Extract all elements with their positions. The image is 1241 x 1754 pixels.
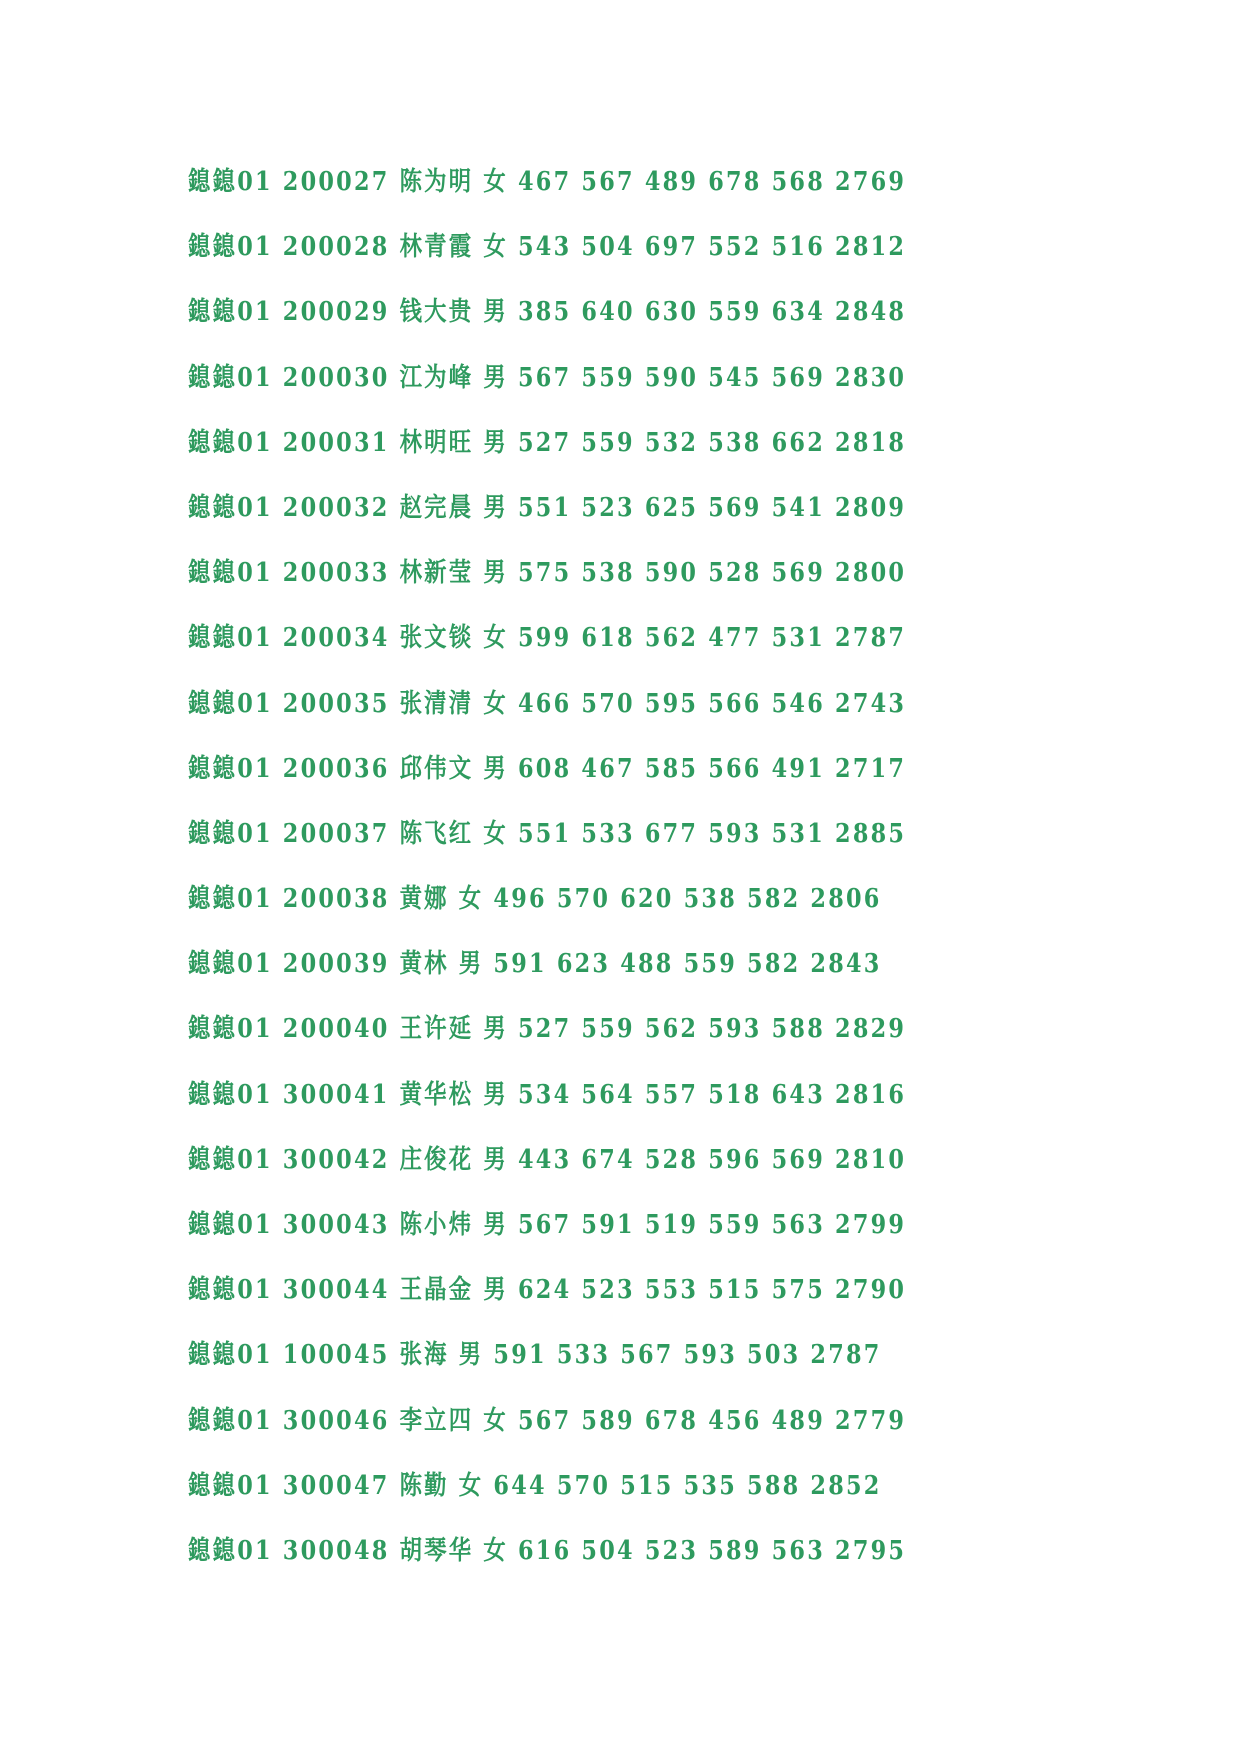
record-list bbox=[188, 164, 1023, 1598]
record-line: 鎴鎴01 200031 林明旺 男 527 559 532 538 662 2818 bbox=[188, 427, 907, 458]
record-line: 鎴鎴01 300043 陈小炜 男 567 591 519 559 563 2799 bbox=[188, 1210, 907, 1240]
record-line: 鎴鎴01 300042 庄俊花 男 443 674 528 596 569 2810 bbox=[188, 1144, 907, 1175]
record-line: 鎴鎴01 200035 张清清 女 466 570 595 566 546 2743 bbox=[188, 688, 907, 719]
record-line: 鎴鎴01 100045 张海 男 591 533 567 593 503 2787 bbox=[188, 1340, 882, 1371]
record-line: 鎴鎴01 200029 钱大贵 男 385 640 630 559 634 2848 bbox=[188, 297, 907, 328]
record-line: 鎴鎴01 300048 胡琴华 女 616 504 523 589 563 2795 bbox=[188, 1535, 907, 1566]
record-line: 鎴鎴01 300044 王晶金 男 624 523 553 515 575 2790 bbox=[188, 1275, 907, 1306]
record-line: 鎴鎴01 200032 赵完晨 男 551 523 625 569 541 2809 bbox=[188, 492, 907, 523]
record-line: 鎴鎴01 200033 林新莹 男 575 538 590 528 569 2800 bbox=[188, 558, 907, 589]
record-line: 鎴鎴01 200038 黄娜 女 496 570 620 538 582 2806 bbox=[188, 884, 882, 915]
record-line: 鎴鎴01 300047 陈勤 女 644 570 515 535 588 2852 bbox=[188, 1470, 882, 1501]
record-line: 鎴鎴01 200034 张文锬 女 599 618 562 477 531 2787 bbox=[188, 623, 907, 654]
record-line: 鎴鎴01 200039 黄林 男 591 623 488 559 582 2843 bbox=[188, 949, 882, 980]
record-line: 鎴鎴01 200037 陈飞红 女 551 533 677 593 531 2885 bbox=[188, 818, 907, 849]
record-line: 鎴鎴01 200030 江为峰 男 567 559 590 545 569 2830 bbox=[188, 362, 907, 393]
record-line: 鎴鎴01 200040 王许延 男 527 559 562 593 588 2829 bbox=[188, 1014, 907, 1045]
record-line: 鎴鎴01 200027 陈为明 女 467 567 489 678 568 2769 bbox=[188, 167, 907, 197]
record-line: 鎴鎴01 300041 黄华松 男 534 564 557 518 643 2816 bbox=[188, 1079, 907, 1110]
record-line: 鎴鎴01 200036 邱伟文 男 608 467 585 566 491 2717 bbox=[188, 753, 907, 784]
record-line: 鎴鎴01 200028 林青霞 女 543 504 697 552 516 2812 bbox=[188, 232, 907, 263]
record-line: 鎴鎴01 300046 李立四 女 567 589 678 456 489 2779 bbox=[188, 1405, 907, 1436]
